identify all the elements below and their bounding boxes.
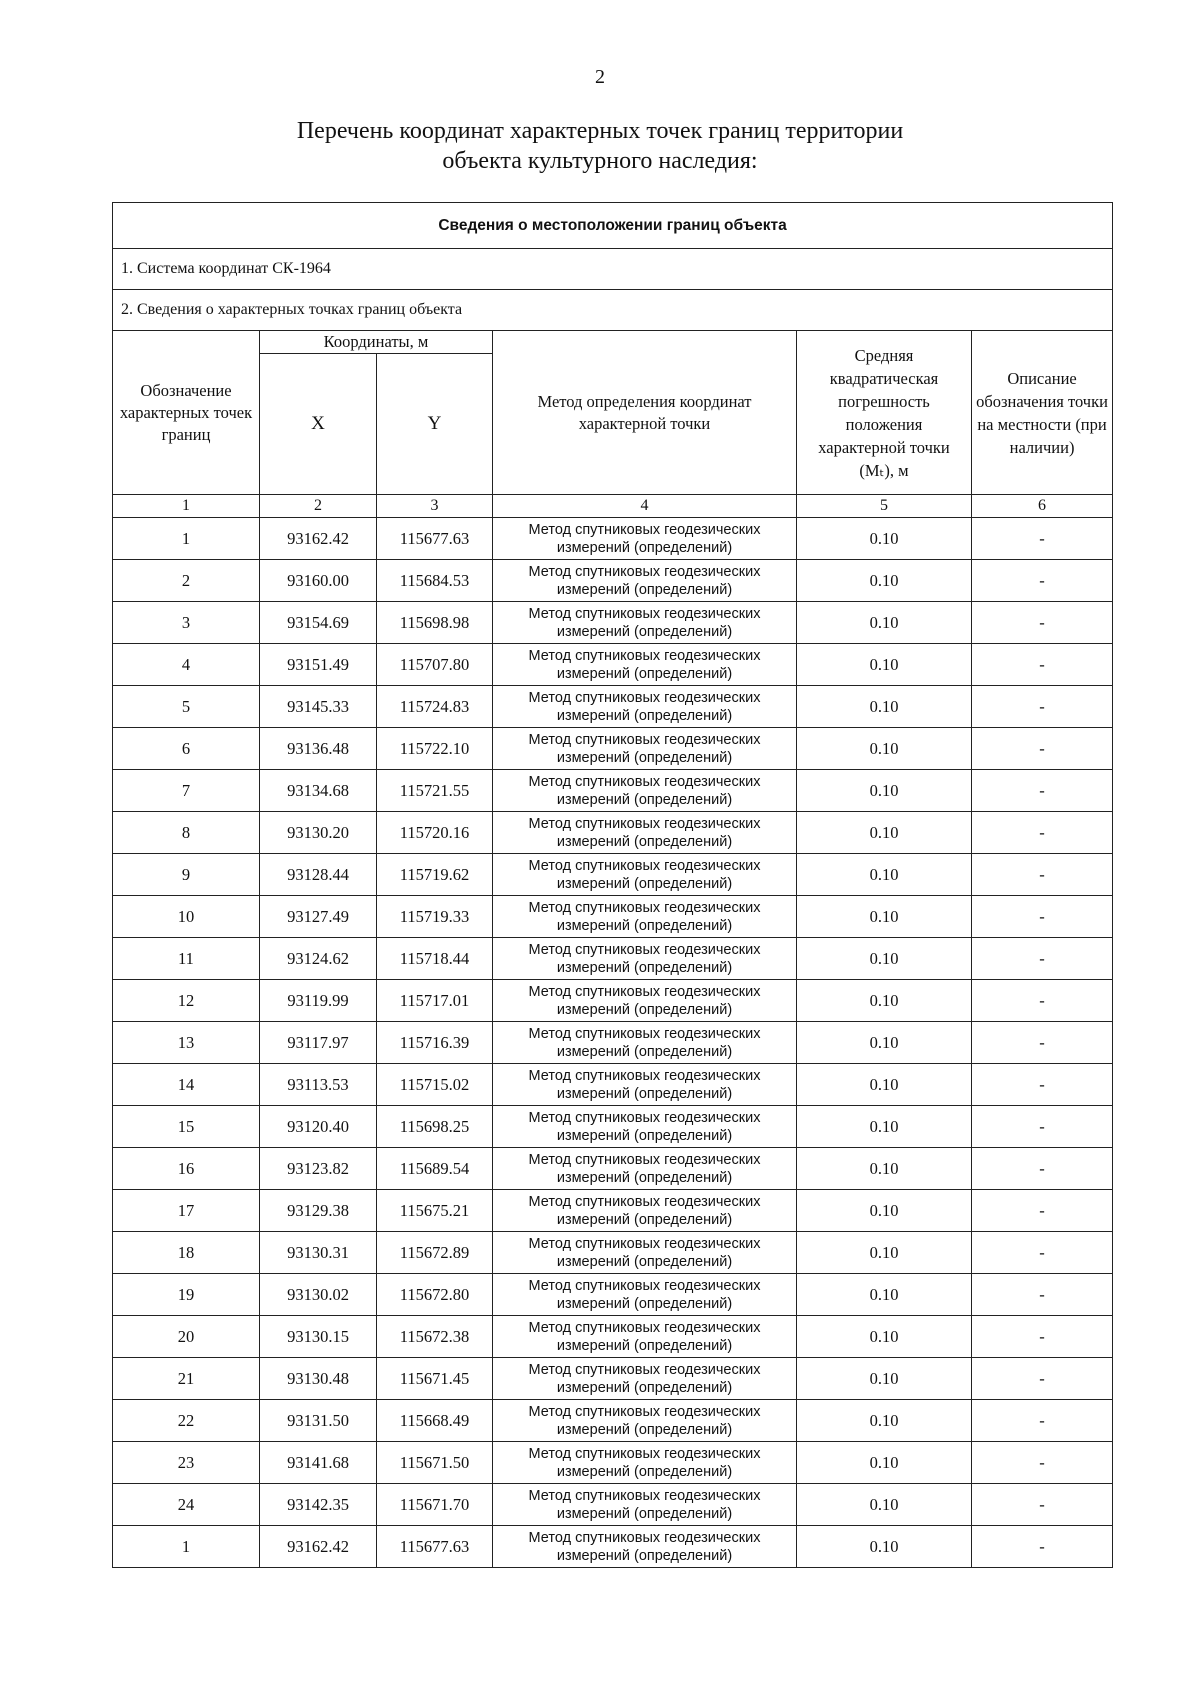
x-coordinate-cell: 93151.49 bbox=[260, 644, 377, 686]
table-row bbox=[113, 1484, 1113, 1526]
y-coordinate-cell: 115719.33 bbox=[377, 896, 493, 938]
table-row bbox=[113, 1022, 1113, 1064]
point-number-cell: 14 bbox=[113, 1064, 260, 1106]
x-coordinate-cell: 93124.62 bbox=[260, 938, 377, 980]
x-coordinate-cell: 93131.50 bbox=[260, 1400, 377, 1442]
point-number-cell: 16 bbox=[113, 1148, 260, 1190]
error-cell: 0.10 bbox=[797, 1400, 972, 1442]
y-coordinate-cell: 115671.70 bbox=[377, 1484, 493, 1526]
method-cell: Метод спутниковых геодезических измерений (определений) bbox=[493, 728, 797, 770]
method-cell: Метод спутниковых геодезических измерений (определений) bbox=[493, 1442, 797, 1484]
error-cell: 0.10 bbox=[797, 1148, 972, 1190]
point-number-cell: 15 bbox=[113, 1106, 260, 1148]
error-cell: 0.10 bbox=[797, 602, 972, 644]
point-number-cell: 8 bbox=[113, 812, 260, 854]
method-cell: Метод спутниковых геодезических измерений (определений) bbox=[493, 1064, 797, 1106]
x-coordinate-cell: 93160.00 bbox=[260, 560, 377, 602]
method-cell: Метод спутниковых геодезических измерений (определений) bbox=[493, 1190, 797, 1232]
error-cell: 0.10 bbox=[797, 1022, 972, 1064]
title-line-2: объекта культурного наследия: bbox=[442, 148, 758, 174]
point-number-cell: 24 bbox=[113, 1484, 260, 1526]
description-cell: - bbox=[972, 1148, 1113, 1190]
description-cell: - bbox=[972, 854, 1113, 896]
y-coordinate-cell: 115671.50 bbox=[377, 1442, 493, 1484]
table-row bbox=[113, 770, 1113, 812]
x-coordinate-cell: 93142.35 bbox=[260, 1484, 377, 1526]
description-cell: - bbox=[972, 1400, 1113, 1442]
table-row bbox=[113, 1064, 1113, 1106]
error-cell: 0.10 bbox=[797, 938, 972, 980]
y-coordinate-cell: 115722.10 bbox=[377, 728, 493, 770]
description-cell: - bbox=[972, 644, 1113, 686]
table-row bbox=[113, 686, 1113, 728]
point-number-cell: 10 bbox=[113, 896, 260, 938]
description-cell: - bbox=[972, 560, 1113, 602]
method-cell: Метод спутниковых геодезических измерений (определений) bbox=[493, 1274, 797, 1316]
point-number-cell: 13 bbox=[113, 1022, 260, 1064]
point-number-cell: 21 bbox=[113, 1358, 260, 1400]
method-cell: Метод спутниковых геодезических измерений (определений) bbox=[493, 602, 797, 644]
description-cell: - bbox=[972, 1316, 1113, 1358]
x-coordinate-cell: 93130.15 bbox=[260, 1316, 377, 1358]
table-row bbox=[113, 1106, 1113, 1148]
points-heading: 2. Сведения о характерных точках границ объекта bbox=[113, 290, 1113, 331]
error-cell: 0.10 bbox=[797, 728, 972, 770]
y-coordinate-cell: 115707.80 bbox=[377, 644, 493, 686]
description-cell: - bbox=[972, 896, 1113, 938]
description-cell: - bbox=[972, 1358, 1113, 1400]
error-cell: 0.10 bbox=[797, 770, 972, 812]
error-cell: 0.10 bbox=[797, 686, 972, 728]
point-number-cell: 6 bbox=[113, 728, 260, 770]
method-cell: Метод спутниковых геодезических измерений (определений) bbox=[493, 644, 797, 686]
point-number-cell: 1 bbox=[113, 1526, 260, 1568]
error-cell: 0.10 bbox=[797, 1316, 972, 1358]
coordinate-system: 1. Система координат СК-1964 bbox=[113, 249, 1113, 290]
header-y: Y bbox=[377, 354, 493, 495]
description-cell: - bbox=[972, 1232, 1113, 1274]
x-coordinate-cell: 93130.20 bbox=[260, 812, 377, 854]
y-coordinate-cell: 115716.39 bbox=[377, 1022, 493, 1064]
method-cell: Метод спутниковых геодезических измерений (определений) bbox=[493, 854, 797, 896]
description-cell: - bbox=[972, 1274, 1113, 1316]
method-cell: Метод спутниковых геодезических измерений (определений) bbox=[493, 518, 797, 560]
method-cell: Метод спутниковых геодезических измерений (определений) bbox=[493, 1148, 797, 1190]
point-number-cell: 23 bbox=[113, 1442, 260, 1484]
method-cell: Метод спутниковых геодезических измерений (определений) bbox=[493, 812, 797, 854]
x-coordinate-cell: 93130.31 bbox=[260, 1232, 377, 1274]
y-coordinate-cell: 115672.80 bbox=[377, 1274, 493, 1316]
table-row bbox=[113, 1148, 1113, 1190]
method-cell: Метод спутниковых геодезических измерений (определений) bbox=[493, 1526, 797, 1568]
y-coordinate-cell: 115675.21 bbox=[377, 1190, 493, 1232]
x-coordinate-cell: 93113.53 bbox=[260, 1064, 377, 1106]
x-coordinate-cell: 93127.49 bbox=[260, 896, 377, 938]
point-number-cell: 3 bbox=[113, 602, 260, 644]
point-number-cell: 4 bbox=[113, 644, 260, 686]
table-row bbox=[113, 1400, 1113, 1442]
error-cell: 0.10 bbox=[797, 812, 972, 854]
table-row bbox=[113, 1442, 1113, 1484]
point-number-cell: 7 bbox=[113, 770, 260, 812]
method-cell: Метод спутниковых геодезических измерений (определений) bbox=[493, 896, 797, 938]
table-row bbox=[113, 812, 1113, 854]
description-cell: - bbox=[972, 518, 1113, 560]
column-number: 3 bbox=[377, 495, 493, 518]
column-number: 4 bbox=[493, 495, 797, 518]
error-cell: 0.10 bbox=[797, 1358, 972, 1400]
point-number-cell: 20 bbox=[113, 1316, 260, 1358]
description-cell: - bbox=[972, 980, 1113, 1022]
description-cell: - bbox=[972, 1442, 1113, 1484]
x-coordinate-cell: 93119.99 bbox=[260, 980, 377, 1022]
table-row bbox=[113, 1232, 1113, 1274]
y-coordinate-cell: 115720.16 bbox=[377, 812, 493, 854]
table-row bbox=[113, 980, 1113, 1022]
header-coordinates: Координаты, м bbox=[260, 331, 493, 354]
error-cell: 0.10 bbox=[797, 644, 972, 686]
method-cell: Метод спутниковых геодезических измерений (определений) bbox=[493, 686, 797, 728]
method-cell: Метод спутниковых геодезических измерений (определений) bbox=[493, 560, 797, 602]
point-number-cell: 22 bbox=[113, 1400, 260, 1442]
y-coordinate-cell: 115724.83 bbox=[377, 686, 493, 728]
point-number-cell: 2 bbox=[113, 560, 260, 602]
header-error: Средняя квадратическая погрешность положения характерной точки (Mₜ), м bbox=[797, 331, 972, 495]
column-numbers-row bbox=[113, 495, 1113, 518]
description-cell: - bbox=[972, 686, 1113, 728]
error-cell: 0.10 bbox=[797, 1526, 972, 1568]
x-coordinate-cell: 93120.40 bbox=[260, 1106, 377, 1148]
y-coordinate-cell: 115677.63 bbox=[377, 518, 493, 560]
method-cell: Метод спутниковых геодезических измерений (определений) bbox=[493, 1484, 797, 1526]
error-cell: 0.10 bbox=[797, 854, 972, 896]
x-coordinate-cell: 93134.68 bbox=[260, 770, 377, 812]
table-row bbox=[113, 1316, 1113, 1358]
table-row bbox=[113, 938, 1113, 980]
description-cell: - bbox=[972, 602, 1113, 644]
table-row bbox=[113, 728, 1113, 770]
column-number: 5 bbox=[797, 495, 972, 518]
y-coordinate-cell: 115717.01 bbox=[377, 980, 493, 1022]
method-cell: Метод спутниковых геодезических измерений (определений) bbox=[493, 1106, 797, 1148]
error-cell: 0.10 bbox=[797, 1442, 972, 1484]
description-cell: - bbox=[972, 938, 1113, 980]
x-coordinate-cell: 93162.42 bbox=[260, 518, 377, 560]
method-cell: Метод спутниковых геодезических измерений (определений) bbox=[493, 1316, 797, 1358]
error-cell: 0.10 bbox=[797, 518, 972, 560]
table-row bbox=[113, 896, 1113, 938]
column-number: 2 bbox=[260, 495, 377, 518]
table-row bbox=[113, 644, 1113, 686]
error-cell: 0.10 bbox=[797, 1274, 972, 1316]
error-cell: 0.10 bbox=[797, 1106, 972, 1148]
y-coordinate-cell: 115689.54 bbox=[377, 1148, 493, 1190]
table-row bbox=[113, 1274, 1113, 1316]
description-cell: - bbox=[972, 1190, 1113, 1232]
header-point-designation: Обозначение характерных точек границ bbox=[113, 331, 260, 495]
coordinates-table bbox=[112, 202, 1113, 1568]
description-cell: - bbox=[972, 1064, 1113, 1106]
table-row bbox=[113, 1526, 1113, 1568]
x-coordinate-cell: 93136.48 bbox=[260, 728, 377, 770]
error-cell: 0.10 bbox=[797, 1484, 972, 1526]
method-cell: Метод спутниковых геодезических измерений (определений) bbox=[493, 1022, 797, 1064]
table-row bbox=[113, 602, 1113, 644]
x-coordinate-cell: 93154.69 bbox=[260, 602, 377, 644]
method-cell: Метод спутниковых геодезических измерений (определений) bbox=[493, 938, 797, 980]
y-coordinate-cell: 115718.44 bbox=[377, 938, 493, 980]
section-title: Сведения о местоположении границ объекта bbox=[113, 203, 1113, 249]
point-number-cell: 9 bbox=[113, 854, 260, 896]
description-cell: - bbox=[972, 1484, 1113, 1526]
error-cell: 0.10 bbox=[797, 560, 972, 602]
y-coordinate-cell: 115672.89 bbox=[377, 1232, 493, 1274]
y-coordinate-cell: 115715.02 bbox=[377, 1064, 493, 1106]
column-number: 1 bbox=[113, 495, 260, 518]
x-coordinate-cell: 93117.97 bbox=[260, 1022, 377, 1064]
x-coordinate-cell: 93130.02 bbox=[260, 1274, 377, 1316]
x-coordinate-cell: 93128.44 bbox=[260, 854, 377, 896]
error-cell: 0.10 bbox=[797, 896, 972, 938]
y-coordinate-cell: 115684.53 bbox=[377, 560, 493, 602]
header-x: X bbox=[260, 354, 377, 495]
point-number-cell: 17 bbox=[113, 1190, 260, 1232]
error-cell: 0.10 bbox=[797, 1232, 972, 1274]
y-coordinate-cell: 115698.25 bbox=[377, 1106, 493, 1148]
y-coordinate-cell: 115677.63 bbox=[377, 1526, 493, 1568]
point-number-cell: 12 bbox=[113, 980, 260, 1022]
column-number: 6 bbox=[972, 495, 1113, 518]
point-number-cell: 1 bbox=[113, 518, 260, 560]
table-row bbox=[113, 1358, 1113, 1400]
table-row bbox=[113, 854, 1113, 896]
x-coordinate-cell: 93123.82 bbox=[260, 1148, 377, 1190]
x-coordinate-cell: 93130.48 bbox=[260, 1358, 377, 1400]
description-cell: - bbox=[972, 812, 1113, 854]
description-cell: - bbox=[972, 1106, 1113, 1148]
y-coordinate-cell: 115671.45 bbox=[377, 1358, 493, 1400]
method-cell: Метод спутниковых геодезических измерений (определений) bbox=[493, 980, 797, 1022]
method-cell: Метод спутниковых геодезических измерений (определений) bbox=[493, 770, 797, 812]
x-coordinate-cell: 93162.42 bbox=[260, 1526, 377, 1568]
title-line-1: Перечень координат характерных точек границ территории bbox=[296, 118, 904, 144]
method-cell: Метод спутниковых геодезических измерений (определений) bbox=[493, 1232, 797, 1274]
y-coordinate-cell: 115668.49 bbox=[377, 1400, 493, 1442]
point-number-cell: 5 bbox=[113, 686, 260, 728]
description-cell: - bbox=[972, 728, 1113, 770]
x-coordinate-cell: 93141.68 bbox=[260, 1442, 377, 1484]
description-cell: - bbox=[972, 770, 1113, 812]
y-coordinate-cell: 115721.55 bbox=[377, 770, 493, 812]
header-method: Метод определения координат характерной точки bbox=[493, 331, 797, 495]
header-description: Описание обозначения точки на местности (при наличии) bbox=[972, 331, 1113, 495]
x-coordinate-cell: 93129.38 bbox=[260, 1190, 377, 1232]
error-cell: 0.10 bbox=[797, 980, 972, 1022]
y-coordinate-cell: 115672.38 bbox=[377, 1316, 493, 1358]
table-row bbox=[113, 1190, 1113, 1232]
table-row bbox=[113, 560, 1113, 602]
point-number-cell: 19 bbox=[113, 1274, 260, 1316]
point-number-cell: 11 bbox=[113, 938, 260, 980]
page-number: 2 bbox=[595, 66, 605, 88]
error-cell: 0.10 bbox=[797, 1064, 972, 1106]
method-cell: Метод спутниковых геодезических измерений (определений) bbox=[493, 1400, 797, 1442]
method-cell: Метод спутниковых геодезических измерений (определений) bbox=[493, 1358, 797, 1400]
y-coordinate-cell: 115719.62 bbox=[377, 854, 493, 896]
table-row bbox=[113, 518, 1113, 560]
y-coordinate-cell: 115698.98 bbox=[377, 602, 493, 644]
error-cell: 0.10 bbox=[797, 1190, 972, 1232]
document-title bbox=[0, 116, 1200, 176]
description-cell: - bbox=[972, 1526, 1113, 1568]
point-number-cell: 18 bbox=[113, 1232, 260, 1274]
description-cell: - bbox=[972, 1022, 1113, 1064]
x-coordinate-cell: 93145.33 bbox=[260, 686, 377, 728]
